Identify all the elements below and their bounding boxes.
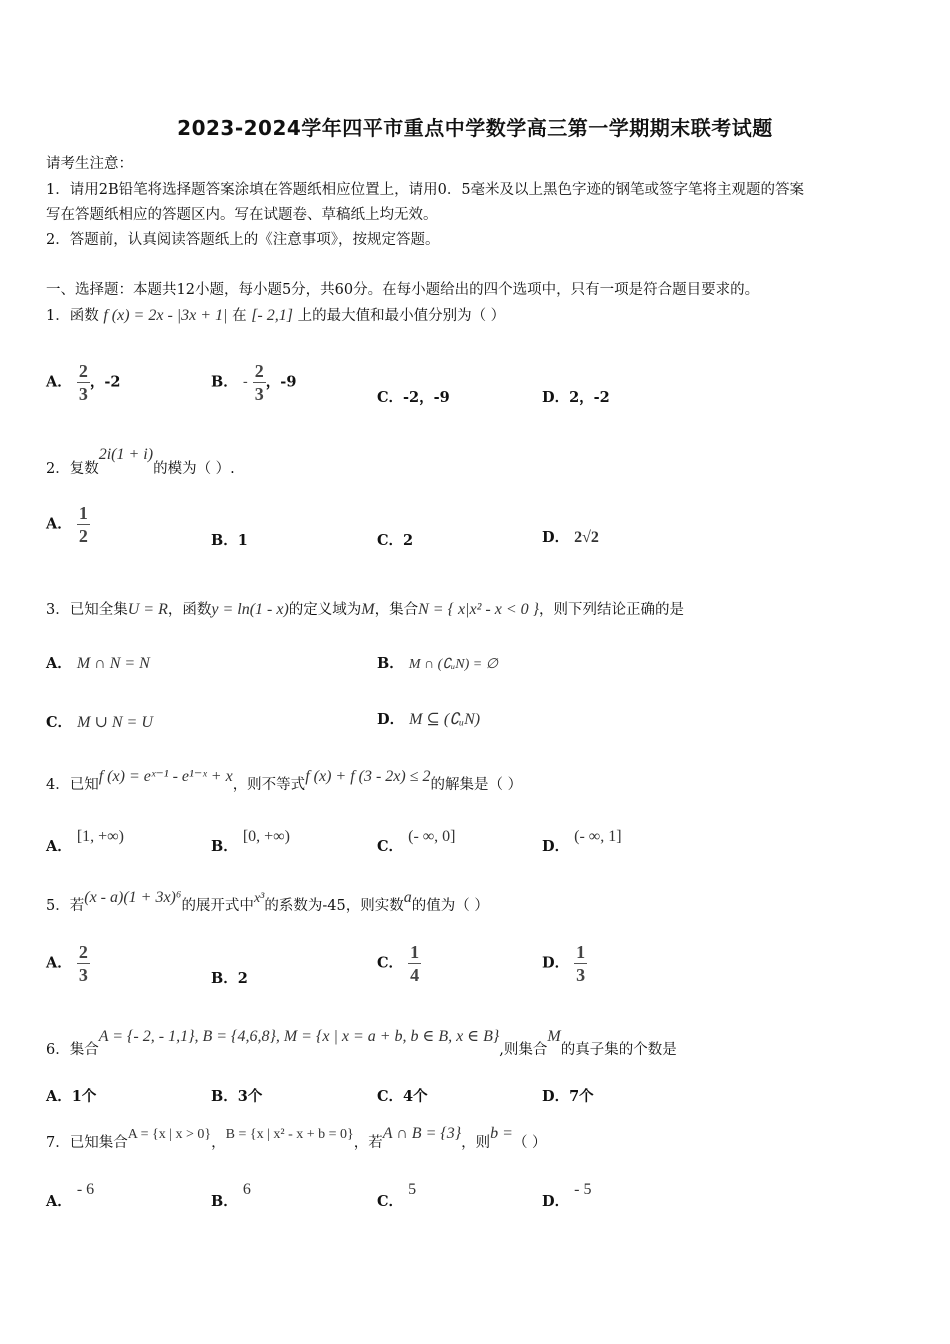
q2-option-c[interactable]: C．2	[377, 532, 414, 549]
q6-expression: A = {- 2, - 1,1}, B = {4,6,8}, M = {x | x = a + b, b ∈ B, x ∈ B}	[98, 1028, 500, 1045]
q7-option-d[interactable]	[542, 1178, 592, 1210]
q1-option-d[interactable]: D．2，-2	[542, 389, 610, 406]
q7-option-c[interactable]	[377, 1178, 417, 1210]
option-expression: [0, +∞)	[242, 828, 290, 845]
q7-set-a: A = {x | x > 0}	[127, 1127, 212, 1142]
q1-interval: [- 2,1]	[251, 307, 293, 324]
option-label: A．	[46, 838, 72, 855]
q6-option-d[interactable]: D．7个	[542, 1088, 594, 1105]
notice-line-3: 2．答题前，认真阅读答题纸上的《注意事项》，按规定答题。	[46, 232, 440, 248]
option-label: B．	[211, 838, 238, 855]
notice-heading: 请考生注意：	[46, 156, 133, 172]
option-rest: ，-2	[89, 373, 121, 391]
q3-prefix: 3．已知全集	[46, 602, 128, 618]
q3-set-m: M	[361, 601, 375, 618]
q5-option-c[interactable]	[377, 941, 421, 986]
option-label: C．	[46, 714, 73, 731]
q4-inequality: f (x) + f (3 - 2x) ≤ 2	[305, 768, 431, 785]
fraction	[77, 941, 90, 986]
option-label: A．	[46, 515, 72, 533]
q1-prefix: 1．函数	[46, 308, 99, 324]
denominator: 3	[254, 384, 264, 404]
section-heading: 一、选择题：本题共12小题，每小题5分，共60分。在每小题给出的四个选项中，只有一项是符合题目要求的。	[46, 282, 760, 298]
option-expression: 2√2	[574, 529, 599, 546]
q7-text-2: ，若	[353, 1135, 383, 1151]
option-expression: (- ∞, 0]	[408, 828, 456, 845]
q3-text-3: ，集合	[374, 602, 419, 618]
denominator: 2	[78, 526, 88, 546]
q5-mid: 的展开式中	[181, 898, 254, 914]
q7-condition: A ∩ B = {3}	[382, 1125, 462, 1142]
q3-option-c[interactable]	[46, 711, 153, 732]
option-label: D．	[377, 711, 405, 728]
q4-option-a[interactable]	[46, 825, 124, 855]
q1-mid: 在	[232, 308, 247, 324]
q5-option-a[interactable]	[46, 941, 90, 986]
option-label: D．	[542, 1193, 570, 1210]
q6-suffix: ,则集合	[499, 1042, 548, 1058]
q6-option-b[interactable]: B．3个	[211, 1088, 263, 1105]
q5-variable: a	[403, 889, 412, 906]
numerator: 1	[78, 503, 88, 523]
denominator: 4	[410, 965, 420, 985]
option-label: C．	[377, 1193, 404, 1210]
q5-option-d[interactable]	[542, 941, 587, 986]
q5-option-b[interactable]: B．2	[211, 970, 248, 987]
q4-function: f (x) = eˣ⁻¹ - e¹⁻ˣ + x	[98, 768, 233, 785]
q7-variable: b =	[490, 1125, 513, 1142]
question-2	[46, 443, 235, 477]
q5-expression: (x - a)(1 + 3x)⁶	[84, 889, 182, 906]
option-expression: M ⊆ (∁ᵤN)	[409, 711, 481, 728]
fraction	[408, 941, 421, 986]
denominator: 3	[576, 965, 586, 985]
option-expression: M ∪ N = U	[77, 714, 153, 731]
option-label: B．	[211, 1193, 238, 1210]
q6-prefix: 6．集合	[46, 1042, 99, 1058]
fraction	[77, 360, 90, 405]
option-expression: [1, +∞)	[76, 828, 124, 845]
q5-suffix: 的值为（ ）	[411, 898, 489, 914]
question-7	[46, 1122, 547, 1151]
q5-term: x³	[253, 891, 265, 906]
option-label: B．	[211, 373, 238, 391]
option-label: D．	[542, 838, 570, 855]
q7-text-1: ，	[211, 1135, 226, 1151]
denominator: 3	[78, 965, 88, 985]
option-expression: 6	[242, 1181, 251, 1198]
option-label: D．	[542, 529, 570, 546]
q3-function: y = ln(1 - x)	[211, 601, 289, 618]
numerator: 1	[410, 942, 420, 962]
q4-option-d[interactable]	[542, 825, 622, 855]
notice-line-1: 1．请用2B铅笔将选择题答案涂填在答题纸相应位置上，请用0．5毫米及以上黑色字迹的钢笔或签字笔将主观题的答案	[46, 182, 805, 198]
fraction	[574, 941, 587, 986]
q5-prefix: 5．若	[46, 898, 85, 914]
question-1	[46, 304, 505, 325]
option-label: C．	[377, 838, 404, 855]
q3-option-a[interactable]	[46, 652, 150, 673]
question-6	[46, 1025, 677, 1058]
fraction	[253, 360, 266, 405]
option-expression: (- ∞, 1]	[574, 828, 622, 845]
q3-option-d[interactable]	[377, 708, 480, 729]
q3-set-n: N = { x|x² - x < 0 }	[418, 601, 540, 618]
q7-text-3: ，则	[461, 1135, 491, 1151]
option-label: A．	[46, 373, 72, 391]
q3-text-4: ，则下列结论正确的是	[539, 602, 685, 618]
q7-set-b: B = {x | x² - x + b = 0}	[225, 1127, 354, 1142]
question-3	[46, 598, 684, 619]
q6-option-a[interactable]: A．1个	[46, 1088, 97, 1105]
question-4	[46, 765, 523, 793]
option-label: C．	[377, 954, 404, 972]
option-label: D．	[542, 954, 570, 972]
option-label: B．	[377, 655, 404, 672]
q7-option-b[interactable]	[211, 1178, 251, 1210]
q1-suffix: 上的最大值和最小值分别为（ ）	[297, 308, 506, 324]
q7-suffix: （ ）	[512, 1135, 547, 1151]
q3-option-b[interactable]	[377, 652, 498, 673]
q1-option-c[interactable]: C．-2，-9	[377, 389, 450, 406]
q1-function: f (x) = 2x - |3x + 1|	[103, 307, 228, 324]
option-expression: 5	[408, 1181, 417, 1198]
denominator: 3	[78, 384, 88, 404]
q4-mid: ，则不等式	[232, 777, 306, 793]
page-title: 2023-2024学年四平市重点中学数学高三第一学期期末联考试题	[177, 116, 773, 140]
option-label: A．	[46, 655, 72, 672]
q2-prefix: 2．复数	[46, 461, 99, 477]
numerator: 1	[576, 942, 586, 962]
option-expression: M ∩ (∁ᵤN) = ∅	[408, 657, 498, 672]
numerator: 2	[78, 361, 88, 381]
option-rest: ，-9	[265, 373, 297, 391]
q1-option-b[interactable]	[211, 360, 296, 405]
q6-option-c[interactable]: C．4个	[377, 1088, 428, 1105]
q3-text-1: ，函数	[167, 602, 212, 618]
q2-option-a[interactable]	[46, 502, 90, 547]
numerator: 2	[254, 361, 264, 381]
question-5	[46, 886, 489, 914]
q2-option-d[interactable]	[542, 526, 599, 547]
notice-line-2: 写在答题纸相应的答题区内。写在试题卷、草稿纸上均无效。	[46, 207, 438, 223]
q4-option-b[interactable]	[211, 825, 290, 855]
q7-option-a[interactable]	[46, 1178, 95, 1210]
option-expression: - 6	[76, 1181, 95, 1198]
q2-expression: 2i(1 + i)	[98, 446, 154, 463]
q7-prefix: 7．已知集合	[46, 1135, 128, 1151]
option-expression: M ∩ N = N	[76, 655, 150, 672]
q4-option-c[interactable]	[377, 825, 456, 855]
q5-mid-2: 的系数为-45，则实数	[264, 898, 404, 914]
q2-suffix: 的模为（ ）.	[153, 461, 235, 477]
fraction	[77, 502, 90, 547]
q4-prefix: 4．已知	[46, 777, 99, 793]
q1-option-a[interactable]	[46, 360, 120, 405]
q3-text-2: 的定义域为	[288, 602, 362, 618]
option-label: A．	[46, 954, 72, 972]
q3-universal-set: U = R	[127, 601, 168, 618]
minus-sign: -	[242, 374, 248, 391]
q6-suffix-2: 的真子集的个数是	[560, 1042, 677, 1058]
q4-suffix: 的解集是（ ）	[430, 777, 523, 793]
q6-set-m: M	[547, 1028, 561, 1045]
numerator: 2	[78, 942, 88, 962]
option-expression: - 5	[574, 1181, 592, 1198]
q2-option-b[interactable]: B．1	[211, 532, 248, 549]
option-label: A．	[46, 1193, 72, 1210]
